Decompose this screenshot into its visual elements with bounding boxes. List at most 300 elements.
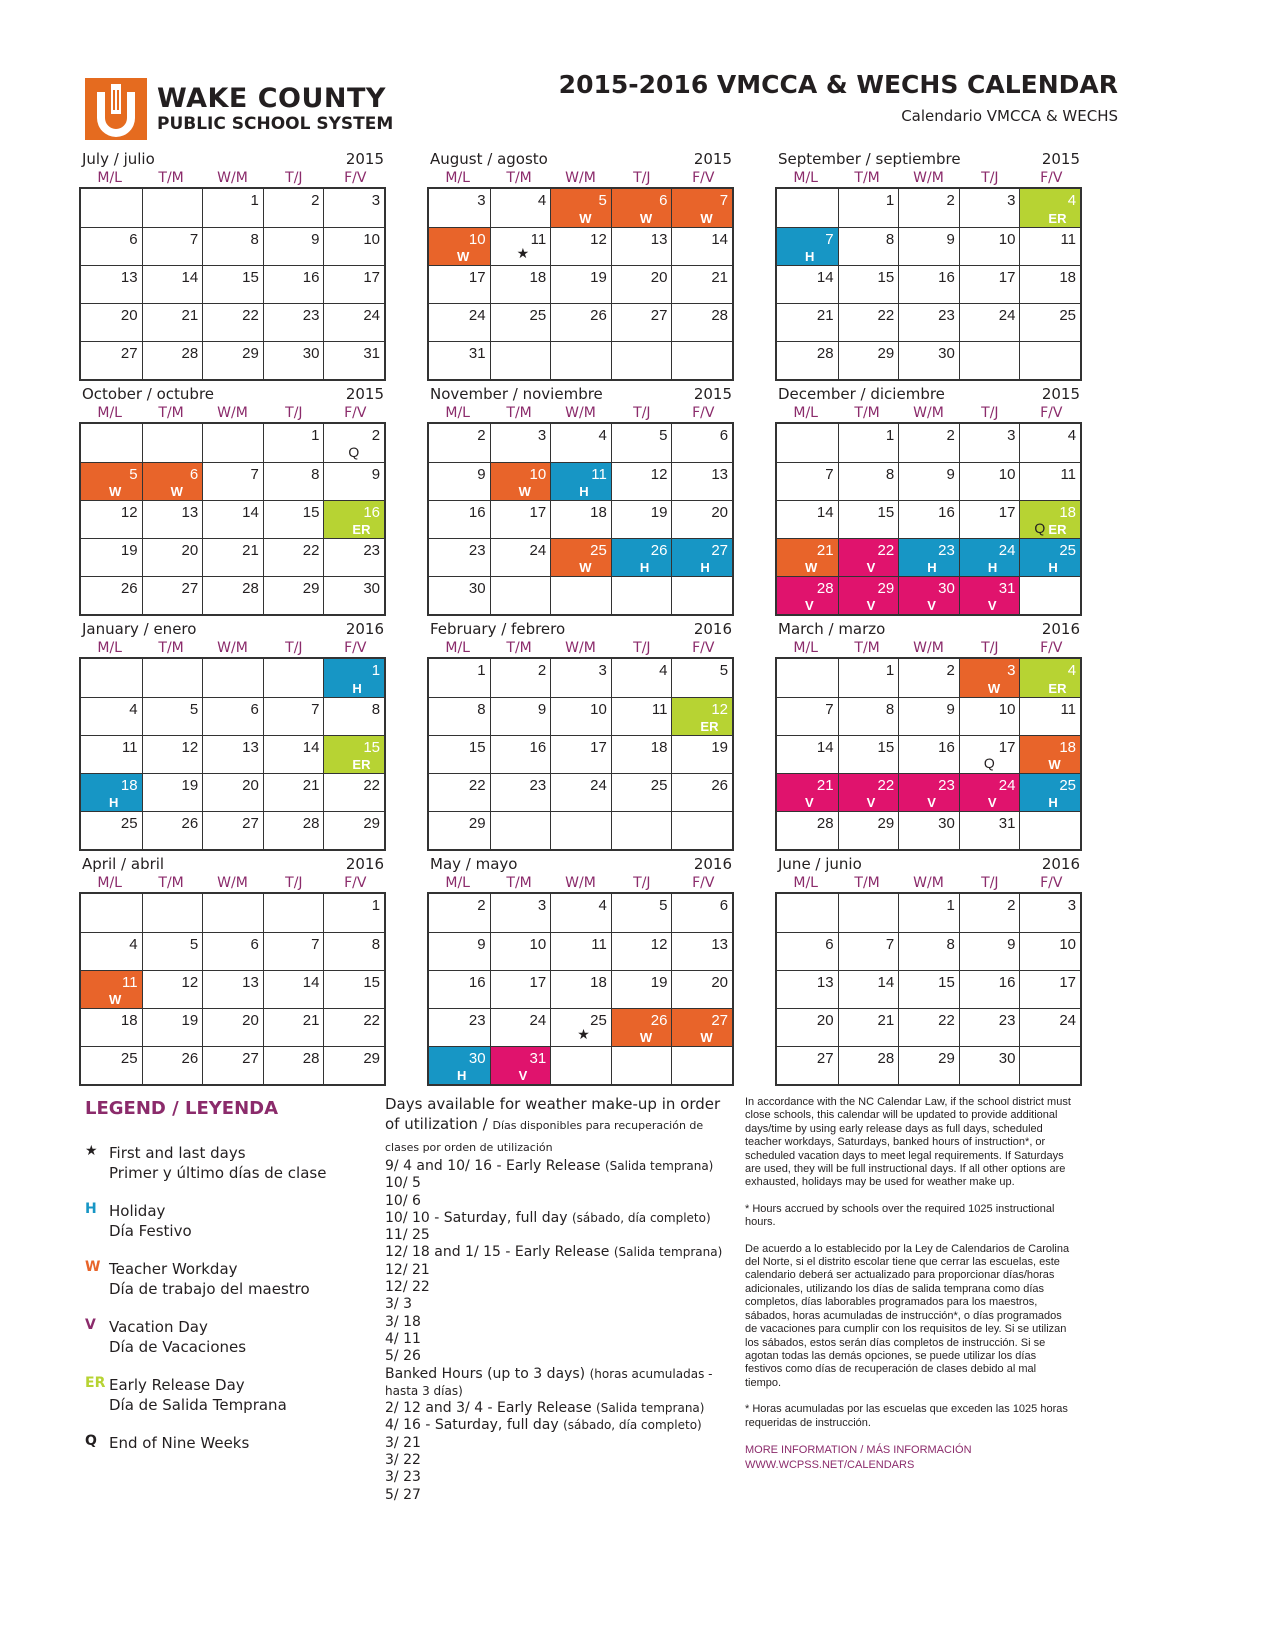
legend-label-en: Teacher Workday: [109, 1260, 238, 1278]
weekday-header: [79, 170, 386, 187]
day-cell: [490, 1009, 551, 1046]
day-cell: [142, 1009, 203, 1046]
weekday-label: M/L: [97, 170, 122, 186]
makeup-list: [385, 1158, 725, 1504]
makeup-line: [385, 1193, 725, 1210]
day-cell: [1019, 189, 1080, 227]
day-cell: [777, 463, 838, 500]
weekday-label: M/L: [97, 640, 122, 656]
legend-title: [85, 1098, 365, 1119]
day-cell: [490, 577, 551, 614]
legend: [85, 1098, 365, 1471]
day-number: 13: [242, 739, 259, 756]
month-7: [427, 620, 734, 851]
week-row: [81, 500, 384, 538]
week-row: [429, 811, 732, 849]
logo-line-2: PUBLIC SCHOOL SYSTEM: [157, 114, 394, 134]
day-number: 9: [477, 936, 486, 953]
day-cell: [959, 463, 1020, 500]
day-number: 19: [120, 542, 138, 559]
day-number: 3: [1067, 897, 1077, 914]
month-name: February / febrero: [430, 620, 566, 638]
day-number: 4: [129, 701, 138, 718]
day-cell: [898, 539, 959, 576]
month-grid: [79, 187, 386, 381]
day-cell: [323, 812, 384, 849]
weekday-label: F/V: [344, 640, 367, 656]
legend-label-en: End of Nine Weeks: [109, 1434, 250, 1452]
day-cell: [838, 463, 899, 500]
day-cell: [323, 501, 384, 538]
day-number: 15: [242, 269, 259, 286]
day-number: 10: [529, 466, 547, 483]
makeup-line: [385, 1417, 725, 1434]
weekday-label: T/J: [981, 640, 999, 656]
day-cell: [323, 424, 384, 462]
month-name: July / julio: [82, 150, 155, 168]
day-cell: [323, 698, 384, 735]
legend-symbol: ER: [85, 1375, 106, 1391]
day-number: 21: [242, 542, 259, 559]
legend-label-en: First and last days: [109, 1144, 246, 1162]
day-cell: [550, 971, 611, 1008]
day-number: 9: [537, 701, 547, 718]
weekday-label: T/J: [633, 640, 651, 656]
month-year: 2016: [345, 855, 384, 873]
day-number: 11: [591, 466, 607, 483]
makeup-line: [385, 1262, 725, 1279]
month-6: [79, 620, 386, 851]
day-cell: [671, 736, 732, 773]
day-cell: [838, 894, 899, 932]
weekday-label: T/J: [285, 405, 303, 421]
day-cell: [490, 894, 551, 932]
day-number: 3: [537, 427, 547, 444]
day-number: 15: [877, 504, 895, 521]
day-cell: [263, 933, 324, 970]
day-cell: [323, 894, 384, 932]
day-cell: [959, 539, 1020, 576]
day-number: 9: [1007, 936, 1016, 953]
day-cell: [777, 894, 838, 932]
day-number: 14: [816, 504, 834, 521]
day-cell: [323, 266, 384, 303]
day-number: 28: [816, 580, 834, 597]
day-cell: [611, 1009, 672, 1046]
week-row: [429, 576, 732, 614]
day-number: 13: [650, 231, 668, 248]
day-number: 29: [363, 815, 381, 832]
day-cell: [959, 933, 1020, 970]
day-cell: [323, 1009, 384, 1046]
legend-symbol: W: [85, 1259, 101, 1275]
legend-label-en: Early Release Day: [109, 1376, 245, 1394]
weekday-label: T/M: [506, 170, 532, 186]
day-number: 10: [529, 936, 547, 953]
day-cell: [81, 424, 142, 462]
star-icon: ★: [85, 1143, 98, 1159]
day-number: 7: [250, 466, 259, 483]
weekday-header: [427, 170, 734, 187]
week-row: [81, 932, 384, 970]
weekday-label: T/M: [158, 170, 184, 186]
day-code: H: [579, 484, 589, 499]
day-cell: [490, 501, 551, 538]
day-number: 7: [311, 936, 320, 953]
day-number: 24: [468, 307, 486, 324]
day-cell: [142, 894, 203, 932]
makeup-date: 5/ 27: [385, 1486, 421, 1503]
day-number: 10: [1059, 936, 1077, 953]
day-number: 29: [363, 1050, 381, 1067]
day-number: 18: [590, 504, 607, 521]
day-number: 3: [598, 662, 607, 679]
day-cell: [898, 228, 959, 265]
day-cell: [959, 659, 1020, 697]
day-cell: [898, 266, 959, 303]
weekday-label: T/J: [285, 640, 303, 656]
makeup-days: [385, 1094, 725, 1504]
day-number: 14: [242, 504, 259, 521]
day-code: ER: [1048, 211, 1067, 226]
day-number: 15: [877, 269, 895, 286]
week-row: [777, 894, 1080, 932]
day-cell: [898, 189, 959, 227]
makeup-date: 3/ 3: [385, 1296, 412, 1313]
week-row: [777, 697, 1080, 735]
day-code: V: [866, 560, 876, 575]
week-row: [777, 773, 1080, 811]
day-cell: [777, 812, 838, 849]
day-cell: [81, 736, 142, 773]
day-cell: [550, 894, 611, 932]
day-number: 24: [998, 307, 1016, 324]
week-row: [81, 538, 384, 576]
more-info-link[interactable]: WWW.WCPSS.NET/CALENDARS: [745, 1458, 915, 1471]
day-number: 17: [468, 269, 486, 286]
day-cell: [263, 1047, 324, 1084]
note-es: De acuerdo a lo establecido por la Ley de Calendarios de Carolina del Norte, si el distrito escolar tiene que cerrar las escuelas, este calendario deberá ser actualizado para proporcionar días/horas adicionales, utilizando los días de salida temprana como días completos, días laborables programados para los maestros, sábados, horas acumuladas de instrucción*, o días programados de vacaciones para cumplir con los requisitos de ley. Si se utilizan los sábados, estos serán días completos de instrucción. Si se agotan todas las demás opciones, se puede utilizar los días festivos como días de recuperación de clases debido al mal tiempo.: [745, 1242, 1070, 1389]
week-row: [81, 1008, 384, 1046]
weekday-label: T/J: [285, 875, 303, 891]
day-cell: [1019, 342, 1080, 379]
day-number: 9: [371, 466, 381, 483]
day-cell: [898, 424, 959, 462]
makeup-date: 10/ 6: [385, 1192, 421, 1209]
legend-symbol: H: [85, 1201, 97, 1217]
day-number: 10: [363, 231, 381, 248]
wcpss-logo: [85, 78, 393, 140]
day-cell: [81, 501, 142, 538]
week-row: [81, 811, 384, 849]
day-number: 8: [371, 701, 381, 718]
day-cell: [202, 971, 263, 1008]
day-number: 15: [302, 504, 320, 521]
day-cell: [777, 659, 838, 697]
day-cell: [142, 698, 203, 735]
day-number: 10: [998, 231, 1016, 248]
day-cell: [671, 812, 732, 849]
day-cell: [898, 894, 959, 932]
weekday-header: [775, 170, 1082, 187]
logo-mark-icon: [85, 78, 147, 140]
day-cell: [959, 698, 1020, 735]
day-number: 15: [468, 739, 486, 756]
makeup-date: 3/ 21: [385, 1434, 421, 1451]
day-cell: [777, 698, 838, 735]
weekday-label: M/L: [793, 640, 818, 656]
day-cell: [81, 774, 142, 811]
month-5: [775, 385, 1082, 616]
day-cell: [1019, 1009, 1080, 1046]
day-number: 23: [938, 777, 955, 794]
day-number: 2: [477, 897, 486, 914]
weekday-label: T/J: [285, 170, 303, 186]
weekday-label: T/M: [854, 405, 880, 421]
weekday-label: F/V: [1040, 875, 1063, 891]
day-number: 19: [181, 777, 199, 794]
month-1: [427, 150, 734, 381]
day-number: 5: [659, 897, 668, 914]
day-number: 14: [816, 739, 834, 756]
day-cell: [429, 659, 490, 697]
day-cell: [838, 933, 899, 970]
day-number: 23: [468, 1012, 486, 1029]
week-row: [429, 462, 732, 500]
month-year: 2015: [1041, 385, 1080, 403]
day-cell: [671, 424, 732, 462]
day-cell: [429, 228, 490, 265]
day-cell: [429, 304, 490, 341]
day-cell: [263, 424, 324, 462]
day-cell: [611, 304, 672, 341]
day-cell: [81, 1009, 142, 1046]
week-row: [429, 932, 732, 970]
day-number: 20: [120, 307, 138, 324]
week-row: [429, 773, 732, 811]
day-number: 31: [363, 345, 381, 362]
legend-label-en: Vacation Day: [109, 1318, 208, 1336]
day-number: 2: [946, 192, 955, 209]
day-cell: [323, 1047, 384, 1084]
day-number: 11: [1060, 231, 1077, 248]
day-code: ER: [1048, 681, 1067, 696]
day-cell: [838, 501, 899, 538]
day-cell: [429, 189, 490, 227]
week-row: [429, 1008, 732, 1046]
day-number: 8: [885, 701, 895, 718]
day-cell: [550, 812, 611, 849]
day-cell: [429, 424, 490, 462]
day-cell: [263, 894, 324, 932]
day-cell: [959, 812, 1020, 849]
day-number: 29: [877, 580, 895, 597]
day-cell: [611, 971, 672, 1008]
day-cell: [202, 189, 263, 227]
makeup-date: 3/ 22: [385, 1452, 421, 1469]
day-number: 28: [181, 345, 199, 362]
day-number: 17: [529, 974, 547, 991]
day-cell: [323, 463, 384, 500]
day-number: 24: [998, 777, 1016, 794]
day-number: 20: [650, 269, 668, 286]
note-es-footnote: * Horas acumuladas por las escuelas que exceden las 1025 horas requeridas de instrucción.: [745, 1403, 1068, 1429]
week-row: [429, 697, 732, 735]
day-code: W: [579, 211, 592, 226]
day-number: 1: [250, 192, 259, 209]
day-cell: [323, 736, 384, 773]
week-row: [429, 303, 732, 341]
month-year: 2015: [345, 150, 384, 168]
weekday-label: M/L: [793, 405, 818, 421]
day-cell: [490, 304, 551, 341]
week-row: [429, 189, 732, 227]
day-cell: [1019, 971, 1080, 1008]
makeup-date: 5/ 26: [385, 1348, 421, 1365]
day-cell: [81, 304, 142, 341]
week-row: [429, 970, 732, 1008]
day-number: 5: [129, 466, 138, 483]
day-code: H: [639, 560, 650, 575]
page-subtitle: Calendario VMCCA & WECHS: [901, 107, 1118, 125]
makeup-line: [385, 1487, 725, 1504]
day-cell: [671, 894, 732, 932]
day-cell: [959, 228, 1020, 265]
day-number: 13: [242, 974, 259, 991]
day-cell: [898, 1047, 959, 1084]
makeup-date: 12/ 18 and 1/ 15 - Early Release: [385, 1244, 610, 1261]
weekday-label: T/M: [506, 405, 532, 421]
day-code: ER: [700, 719, 719, 734]
day-number: 16: [938, 504, 955, 521]
day-cell: [490, 424, 551, 462]
day-cell: [81, 971, 142, 1008]
day-cell: [202, 774, 263, 811]
day-number: 31: [468, 345, 486, 362]
day-number: 2: [477, 427, 486, 444]
day-number: 12: [650, 936, 668, 953]
makeup-date: 3/ 23: [385, 1469, 421, 1486]
day-cell: [1019, 577, 1080, 614]
day-number: 25: [1059, 542, 1077, 559]
day-cell: [202, 266, 263, 303]
day-cell: [1019, 304, 1080, 341]
day-number: 28: [816, 815, 834, 832]
week-row: [429, 341, 732, 379]
day-cell: [490, 812, 551, 849]
day-cell: [550, 266, 611, 303]
day-number: 30: [938, 580, 955, 597]
month-header: [427, 385, 734, 405]
day-cell: [429, 1047, 490, 1084]
weekday-label: M/L: [793, 875, 818, 891]
day-number: 22: [938, 1012, 955, 1029]
day-cell: [898, 812, 959, 849]
day-code: V: [518, 1068, 528, 1083]
day-cell: [611, 463, 672, 500]
makeup-note: (Salida temprana): [613, 1245, 723, 1260]
day-cell: [263, 304, 324, 341]
week-row: [81, 462, 384, 500]
makeup-line: [385, 1296, 725, 1313]
day-cell: [959, 304, 1020, 341]
page-title: 2015-2016 VMCCA & WECHS CALENDAR: [558, 70, 1118, 99]
month-header: [79, 150, 386, 170]
day-cell: [81, 1047, 142, 1084]
week-row: [81, 341, 384, 379]
day-number: 27: [181, 580, 199, 597]
day-cell: [81, 659, 142, 697]
month-grid: [775, 187, 1082, 381]
day-code: W: [639, 211, 653, 226]
day-number: 16: [938, 269, 955, 286]
day-cell: [429, 577, 490, 614]
day-number: 7: [311, 701, 320, 718]
day-number: 20: [816, 1012, 834, 1029]
day-number: 29: [242, 345, 259, 362]
makeup-date: 9/ 4 and 10/ 16 - Early Release: [385, 1158, 601, 1174]
weekday-header: [79, 640, 386, 657]
day-number: 15: [938, 974, 955, 991]
day-cell: [202, 659, 263, 697]
day-code: W: [518, 484, 531, 499]
day-cell: [142, 577, 203, 614]
day-number: 13: [711, 466, 729, 483]
day-code: W: [170, 484, 183, 499]
day-cell: [490, 1047, 551, 1084]
day-cell: [490, 463, 551, 500]
weekday-header: [775, 405, 1082, 422]
weekday-label: T/M: [506, 875, 532, 891]
day-cell: [429, 894, 490, 932]
makeup-note: (sábado, día completo): [563, 1418, 702, 1433]
day-number: 16: [302, 269, 320, 286]
day-number: 1: [371, 897, 381, 914]
day-number: 7: [825, 701, 834, 718]
weekday-label: W/M: [217, 875, 248, 891]
day-cell: [959, 1009, 1020, 1046]
day-cell: [202, 501, 263, 538]
day-cell: [1019, 424, 1080, 462]
day-number: 16: [468, 974, 486, 991]
weekday-label: M/L: [793, 170, 818, 186]
day-cell: [671, 1047, 732, 1084]
week-row: [777, 189, 1080, 227]
day-number: 15: [363, 739, 381, 756]
day-number: 27: [711, 542, 729, 559]
day-number: 27: [242, 1050, 259, 1067]
day-cell: [1019, 463, 1080, 500]
day-number: 25: [590, 542, 607, 559]
day-cell: [777, 539, 838, 576]
weekday-header: [79, 405, 386, 422]
day-cell: [490, 933, 551, 970]
day-number: 9: [946, 466, 955, 483]
day-number: 1: [885, 192, 895, 209]
weekday-label: W/M: [217, 405, 248, 421]
day-cell: [959, 501, 1020, 538]
day-number: 24: [529, 542, 547, 559]
day-cell: [777, 971, 838, 1008]
day-cell: [671, 1009, 732, 1046]
day-number: 14: [816, 269, 834, 286]
day-code: V: [866, 795, 876, 810]
day-cell: [429, 736, 490, 773]
day-number: 21: [302, 1012, 320, 1029]
note-en-footnote: * Hours accrued by schools over the required 1025 instructional hours.: [745, 1202, 1055, 1229]
month-header: [775, 620, 1082, 640]
day-cell: [671, 463, 732, 500]
